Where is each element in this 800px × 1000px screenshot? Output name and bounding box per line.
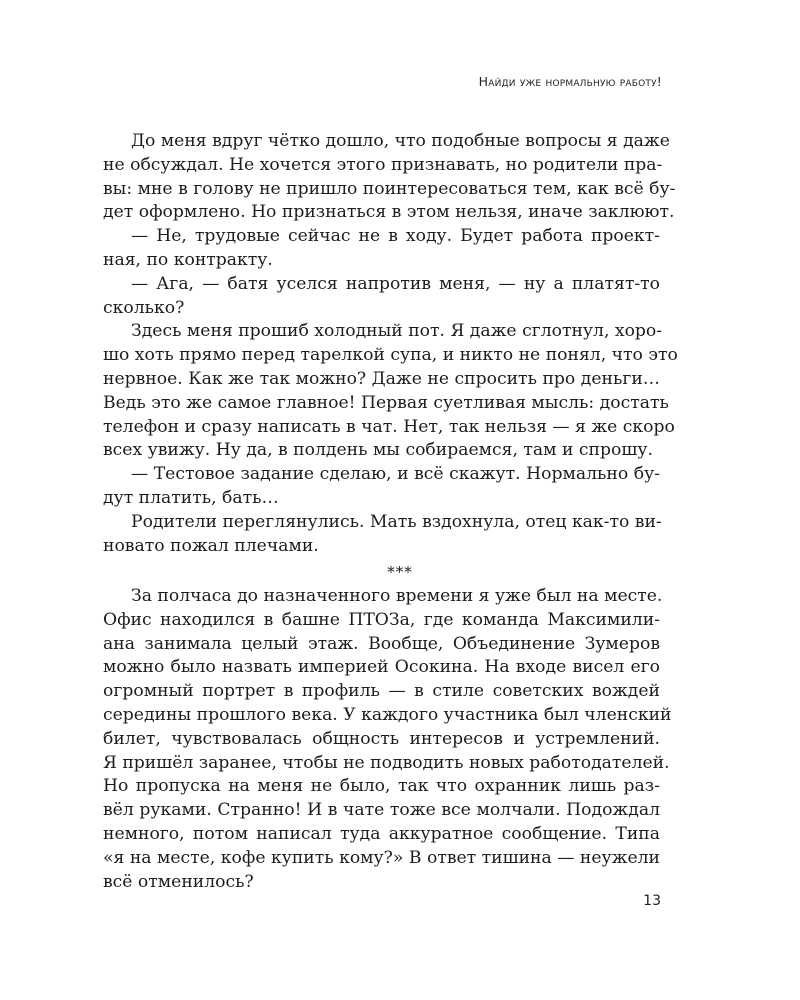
text-line: всё отменилось? [103,871,254,892]
text-line: всех увижу. Ну да, в полдень мы собираемся, там и спрошу. [103,440,653,461]
text-line: немного, потом написал туда аккуратное сообщение. Типа [103,823,660,844]
text-line: Офис находился в башне ПТОЗа, где команда Максимили- [103,609,660,630]
text-line: вёл руками. Странно! И в чате тоже все молчали. Подождал [103,800,660,821]
text-line: огромный портрет в профиль — в стиле советских вождей [103,681,660,702]
text-line: сколько? [103,297,185,318]
text-block-dinner-scene [103,130,678,558]
text-line: За полчаса до назначенного времени я уже был на месте. [131,586,663,606]
text-line: ная, по контракту. [103,249,273,270]
text-line: середины прошлого века. У каждого участника был членский [103,704,672,725]
text-line: дет оформлено. Но признаться в этом нельзя, иначе заклюют. [103,202,675,223]
text-line: вы: мне в голову не пришло поинтересоваться тем, как всё бу- [103,178,676,199]
text-line: — Тестовое задание сделаю, и всё скажут. Нормально бу- [131,464,660,485]
text-line: шо хоть прямо перед тарелкой супа, и никто не понял, что это [103,345,678,366]
text-line: не обсуждал. Не хочется этого признавать, но родители пра- [103,154,663,175]
text-line: дут платить, бать… [103,487,279,508]
text-line: — Не, трудовые сейчас не в ходу. Будет работа проект- [131,226,660,247]
text-line: Здесь меня прошиб холодный пот. Я даже сглотнул, хоро- [131,321,663,342]
text-line: Ведь это же самое главное! Первая суетливая мысль: достать [103,392,669,413]
page-number: 13 [643,893,661,909]
text-block-office-scene [103,585,672,894]
text-line: нервное. Как же так можно? Даже не спросить про деньги… [103,368,660,389]
text-line: новато пожал плечами. [103,535,319,556]
section-separator: *** [387,563,413,581]
running-head: Найди уже нормальную работу! [478,74,662,89]
text-line: Родители переглянулись. Мать вздохнула, отец как-то ви- [131,511,662,532]
text-line: билет, чувствовалась общность интересов и устремлений. [103,728,660,749]
text-line: — Ага, — батя уселся напротив меня, — ну а платят-то [131,273,660,294]
text-line: телефон и сразу написать в чат. Нет, так нельзя — я же скоро [103,416,675,437]
text-line: можно было назвать империей Осокина. На входе висел его [103,657,660,678]
text-line: Я пришёл заранее, чтобы не подводить новых работодателей. [103,752,670,773]
text-line: До меня вдруг чётко дошло, что подобные вопросы я даже [131,131,670,151]
text-line: «я на месте, кофе купить кому?» В ответ тишина — неужели [103,847,660,868]
text-line: ана занимала целый этаж. Вообще, Объединение Зумеров [103,633,660,654]
text-line: Но пропуска на меня не было, так что охранник лишь раз- [103,776,660,797]
